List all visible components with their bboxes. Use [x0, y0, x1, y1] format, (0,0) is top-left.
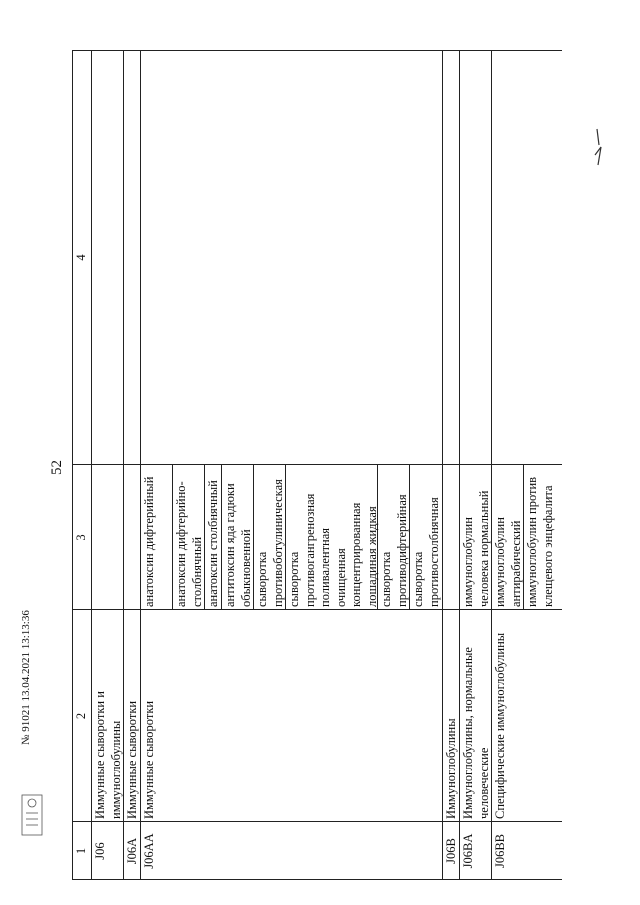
drug-name: сыворотка противостолбнячная	[411, 497, 441, 607]
drug-name: анатоксин дифтерийно-столбнячный	[173, 465, 205, 610]
table-header-row	[72, 50, 92, 880]
atc-name: Иммунные сыворотки и иммуноглобулины	[93, 691, 123, 819]
atc-code: J06	[93, 842, 107, 860]
table-row	[124, 50, 141, 880]
drug-table	[72, 50, 555, 880]
rotated-content	[49, 50, 555, 880]
atc-code: J06BA	[461, 833, 475, 869]
drug-name: иммуноглобулин антирабический	[492, 465, 524, 610]
table-row	[443, 50, 460, 880]
stamp-logo-icon	[18, 785, 48, 845]
drug-name: иммуноглобулин человека нормальный	[461, 490, 491, 607]
drug-list	[492, 465, 562, 610]
atc-code: J06B	[444, 838, 458, 864]
drug-name: сыворотка противоботулиническая	[254, 465, 286, 610]
atc-name: Иммуноглобулины, нормальные человеческие	[461, 647, 491, 819]
header-col-4: 4	[74, 254, 88, 261]
table-row	[141, 50, 443, 880]
grid-line	[72, 50, 562, 51]
atc-name: Специфические иммуноглобулины	[493, 632, 507, 819]
drug-name: анатоксин столбнячный	[205, 465, 222, 610]
atc-name: Иммунные сыворотки	[125, 700, 139, 819]
grid-line	[72, 821, 562, 822]
header-col-1: 1	[74, 847, 88, 855]
page-number: 52	[49, 460, 65, 475]
drug-name: анатоксин дифтерийный	[141, 465, 173, 610]
drug-name: антитоксин яда гадюки обыкновенной	[222, 465, 254, 610]
drug-name: сыворотка противодифтерийная	[378, 465, 410, 610]
grid-line	[72, 879, 562, 880]
drug-list	[141, 465, 442, 610]
atc-code: J06BB	[493, 833, 507, 869]
atc-code: J06AA	[142, 833, 156, 869]
drug-name: иммуноглобулин против клещевого энцефалита	[525, 476, 555, 607]
table-row	[460, 50, 492, 880]
grid-line	[72, 464, 562, 465]
header-col-2: 2	[74, 712, 88, 720]
atc-name: Иммунные сыворотки	[142, 700, 156, 819]
handwritten-mark-icon	[585, 125, 615, 175]
grid-line	[72, 609, 562, 610]
table-row	[92, 50, 124, 880]
drug-name: сыворотка противогангренозная поливалентная очищенная концентрированная лошадиная жидкая	[286, 465, 378, 610]
atc-name: Иммуноглобулины	[444, 718, 458, 819]
table-row	[492, 50, 562, 880]
registration-stamp-text: № 91021 13.04.2021 13:13:36	[20, 610, 32, 745]
atc-code: J06A	[125, 837, 139, 865]
header-col-3: 3	[74, 534, 88, 541]
